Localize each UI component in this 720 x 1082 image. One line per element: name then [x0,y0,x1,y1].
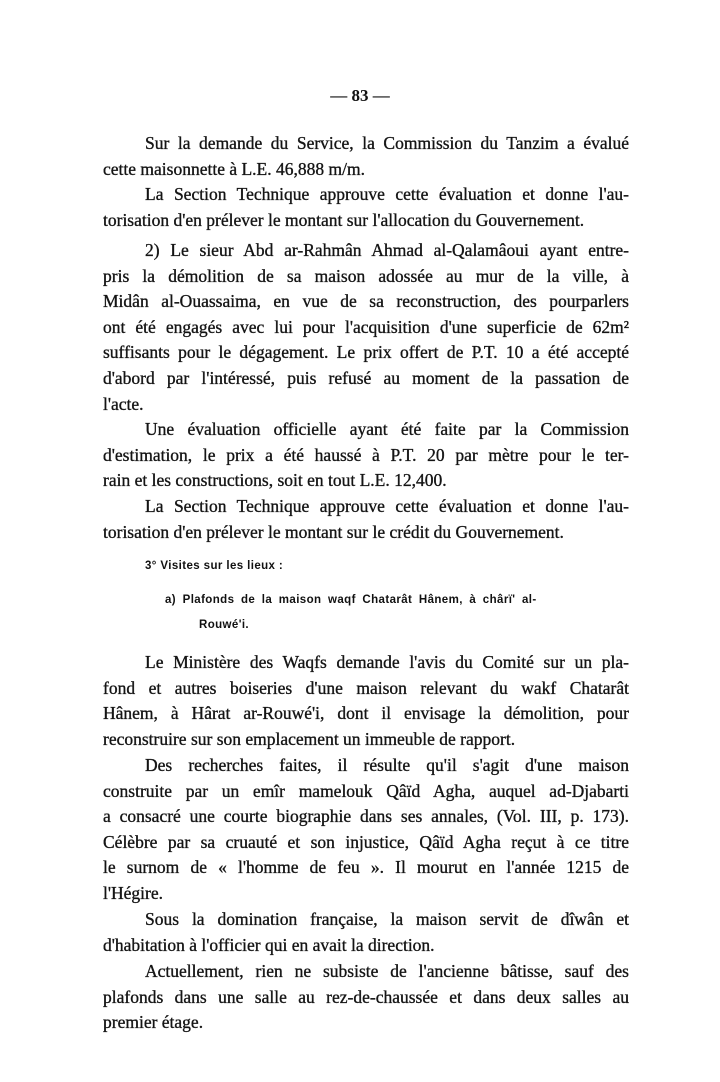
paragraph [103,494,629,545]
paragraph [103,238,629,417]
text-line: rain et les constructions, soit en tout L.E. 12,400. [103,470,447,491]
subsection-heading-line2: Rouwé'i. [199,619,250,631]
text-line: ont été engagés avec lui pour l'acquisition d'une superficie de 62m² [103,316,629,337]
text-line: Des recherches faites, il résulte qu'il s'agit d'une maison [145,755,629,775]
paragraph [103,959,629,1036]
text-line: plafonds dans une salle au rez-de-chaussée et dans deux salles au [103,986,629,1007]
text-line: torisation d'en prélever le montant sur le crédit du Gouvernement. [103,521,564,542]
text-line: torisation d'en prélever le montant sur l'allocation du Gouvernement. [103,209,585,230]
text-line: suffisants pour le dégagement. Le prix offert de P.T. 10 a été accepté [103,342,629,363]
paragraph [103,753,629,907]
text-line: reconstruire sur son emplacement un immeuble de rapport. [103,728,516,749]
text-line: l'acte. [103,393,144,414]
text-line: a consacré une courte biographie dans ses annales, (Vol. III, p. 173). [103,806,629,827]
text-line: fond et autres boiseries d'une maison relevant du wakf Chatarât [103,677,629,698]
section-heading: 3° Visites sur les lieux : [145,560,284,572]
text-line: Le Ministère des Waqfs demande l'avis du Comité sur un pla- [145,652,629,672]
text-line: l'Hégire. [103,882,164,903]
text-line: Actuellement, rien ne subsiste de l'ancienne bâtisse, sauf des [145,961,629,981]
paragraph [103,650,629,752]
text-line: 2) Le sieur Abd ar-Rahmân Ahmad al-Qalamâoui ayant entre- [145,240,629,260]
text-line: le surnom de « l'homme de feu ». Il mourut en l'année 1215 de [103,857,629,878]
text-line: premier étage. [103,1012,204,1033]
text-line: pris la démolition de sa maison adossée au mur de la ville, à [103,265,629,286]
paragraph [103,182,629,233]
text-line: Une évaluation officielle ayant été faite par la Commission [145,419,629,439]
text-line: La Section Technique approuve cette évaluation et donne l'au- [145,496,629,516]
text-line: La Section Technique approuve cette évaluation et donne l'au- [145,184,629,204]
text-line: Hânem, à Hârat ar-Rouwé'i, dont il envisage la démolition, pour [103,703,629,724]
text-line: d'abord par l'intéressé, puis refusé au moment de la passation de [103,367,629,388]
text-line: cette maisonnette à L.E. 46,888 m/m. [103,158,365,179]
paragraph [103,131,629,182]
text-line: Célèbre par sa cruauté et son injustice, Qâïd Agha reçut à ce titre [103,831,629,852]
page-number: — 83 — [330,86,390,105]
paragraph [103,907,629,958]
paragraph [103,417,629,494]
text-line: Sous la domination française, la maison servit de dîwân et [145,909,629,929]
subsection-heading-line1: a) Plafonds de la maison waqf Chatarât Hânem, à chârï' al- [165,594,537,606]
text-line: d'estimation, le prix a été haussé à P.T. 20 par mètre pour le ter- [103,444,629,465]
text-line: construite par un emîr mamelouk Qâïd Agha, auquel ad-Djabarti [103,780,629,801]
text-line: Midân al-Ouassaima, en vue de sa reconstruction, des pourparlers [103,291,629,312]
text-line: Sur la demande du Service, la Commission du Tanzim a évalué [145,133,629,153]
text-line: d'habitation à l'officier qui en avait la direction. [103,934,435,955]
